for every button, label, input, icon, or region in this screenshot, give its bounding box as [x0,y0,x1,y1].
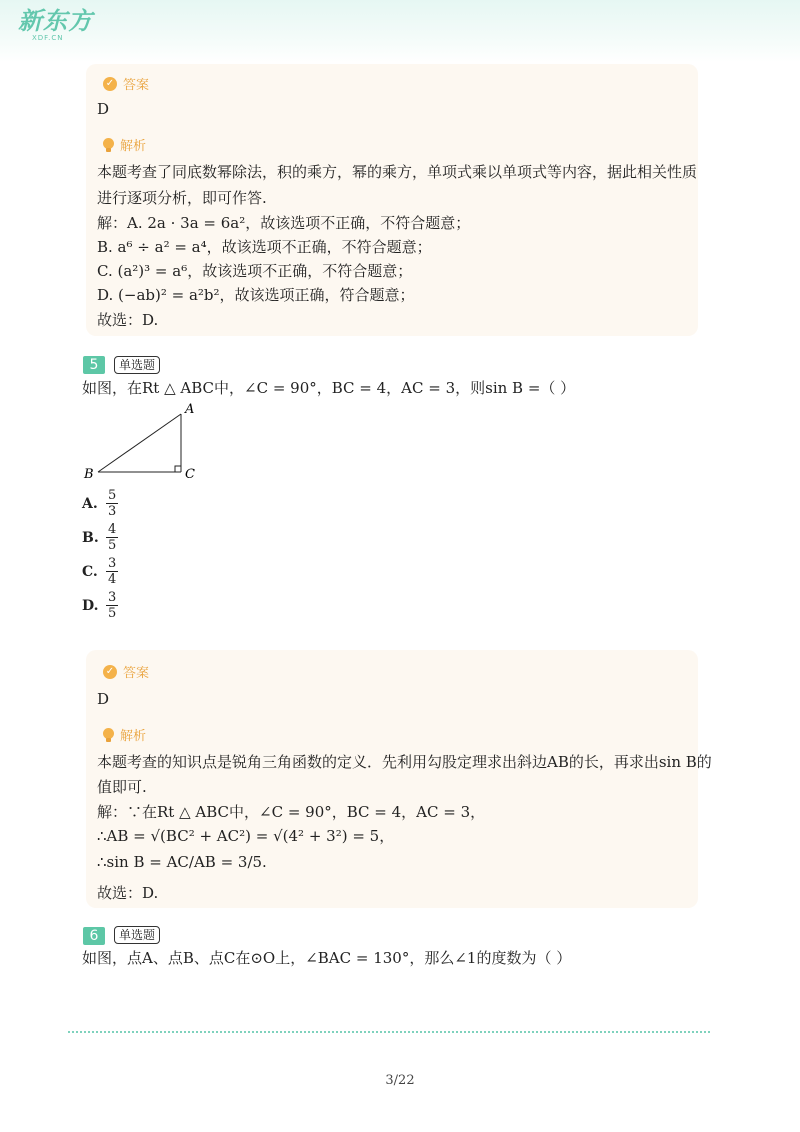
option-label: D. [82,597,99,614]
analysis-label: 解析 [120,139,147,154]
logo-english: XDF.CN [32,34,64,42]
analysis-line: ∴AB = √(BC² + AC²) = √(4² + 3²) = 5， [97,827,395,845]
option-fraction: $\frac{3}{5}$ [108,590,117,621]
answer-panel-4 [86,64,698,336]
logo-chinese: 新东方 [18,7,93,35]
answer-panel-5 [86,650,712,908]
answer-tag [103,74,149,93]
analysis-line: 解：∵在Rt △ ABC中，∠C = 90°，BC = 4，AC = 3， [97,803,486,821]
page-number: 3/22 [385,1073,415,1088]
answer-label: 答案 [123,78,150,93]
vertex-label-a: A [185,402,195,417]
analysis-line: C. (a²)³ = a⁶，故该选项不正确，不符合题意； [97,262,413,280]
triangle-figure [80,397,210,483]
question-number: 5 [83,356,105,374]
lightbulb-icon [103,138,114,152]
option-d[interactable] [82,590,118,621]
question-number: 6 [83,927,105,945]
question-type-badge: 单选题 [114,926,160,944]
option-fraction: $\frac{4}{5}$ [108,522,117,553]
option-a[interactable] [82,488,118,519]
question-type-badge: 单选题 [114,356,160,374]
analysis-line: 故选：D. [97,311,159,329]
option-label: C. [82,563,98,580]
footer-divider [68,1031,710,1033]
analysis-tag [103,135,146,154]
analysis-line: D. (−ab)² = a²b²，故该选项正确，符合题意； [97,286,415,304]
vertex-label-b: B [84,467,94,482]
analysis-line: 解：A. 2a · 3a = 6a²，故该选项不正确，不符合题意； [97,214,471,232]
answer-value: D [97,690,110,708]
question-stem: 如图，点A、点B、点C在⊙O上，∠BAC = 130°，那么∠1的度数为（ ） [82,949,572,967]
analysis-line: 值即可. [97,778,147,796]
vertex-label-c: C [185,467,195,482]
option-fraction: $\frac{5}{3}$ [108,488,117,519]
page-header [0,0,800,62]
analysis-line: 故选：D. [97,884,159,902]
option-fraction: $\frac{3}{4}$ [108,556,117,587]
answer-value: D [97,100,110,118]
analysis-line: 本题考查的知识点是锐角三角函数的定义．先利用勾股定理求出斜边AB的长，再求出sin B的 [97,753,712,771]
xdf-logo [18,8,93,42]
check-badge-icon: ✓ [103,665,117,679]
analysis-line: 进行逐项分析，即可作答. [97,189,267,207]
analysis-line: ∴sin B = AC/AB = 3/5. [97,853,267,871]
analysis-line: 本题考查了同底数幂除法，积的乘方，幂的乘方，单项式乘以单项式等内容，据此相关性质 [97,163,698,181]
analysis-tag [103,725,146,744]
answer-tag [103,662,149,681]
analysis-line: B. a⁶ ÷ a² = a⁴，故该选项不正确，不符合题意； [97,238,432,256]
analysis-label: 解析 [120,729,147,744]
question-stem: 如图，在Rt △ ABC中，∠C = 90°，BC = 4，AC = 3，则sin B =（ ） [82,379,576,397]
lightbulb-icon [103,728,114,742]
check-badge-icon: ✓ [103,77,117,91]
option-label: B. [82,529,99,546]
answer-label: 答案 [123,666,150,681]
option-label: A. [82,495,98,512]
option-b[interactable] [82,522,118,553]
option-c[interactable] [82,556,118,587]
